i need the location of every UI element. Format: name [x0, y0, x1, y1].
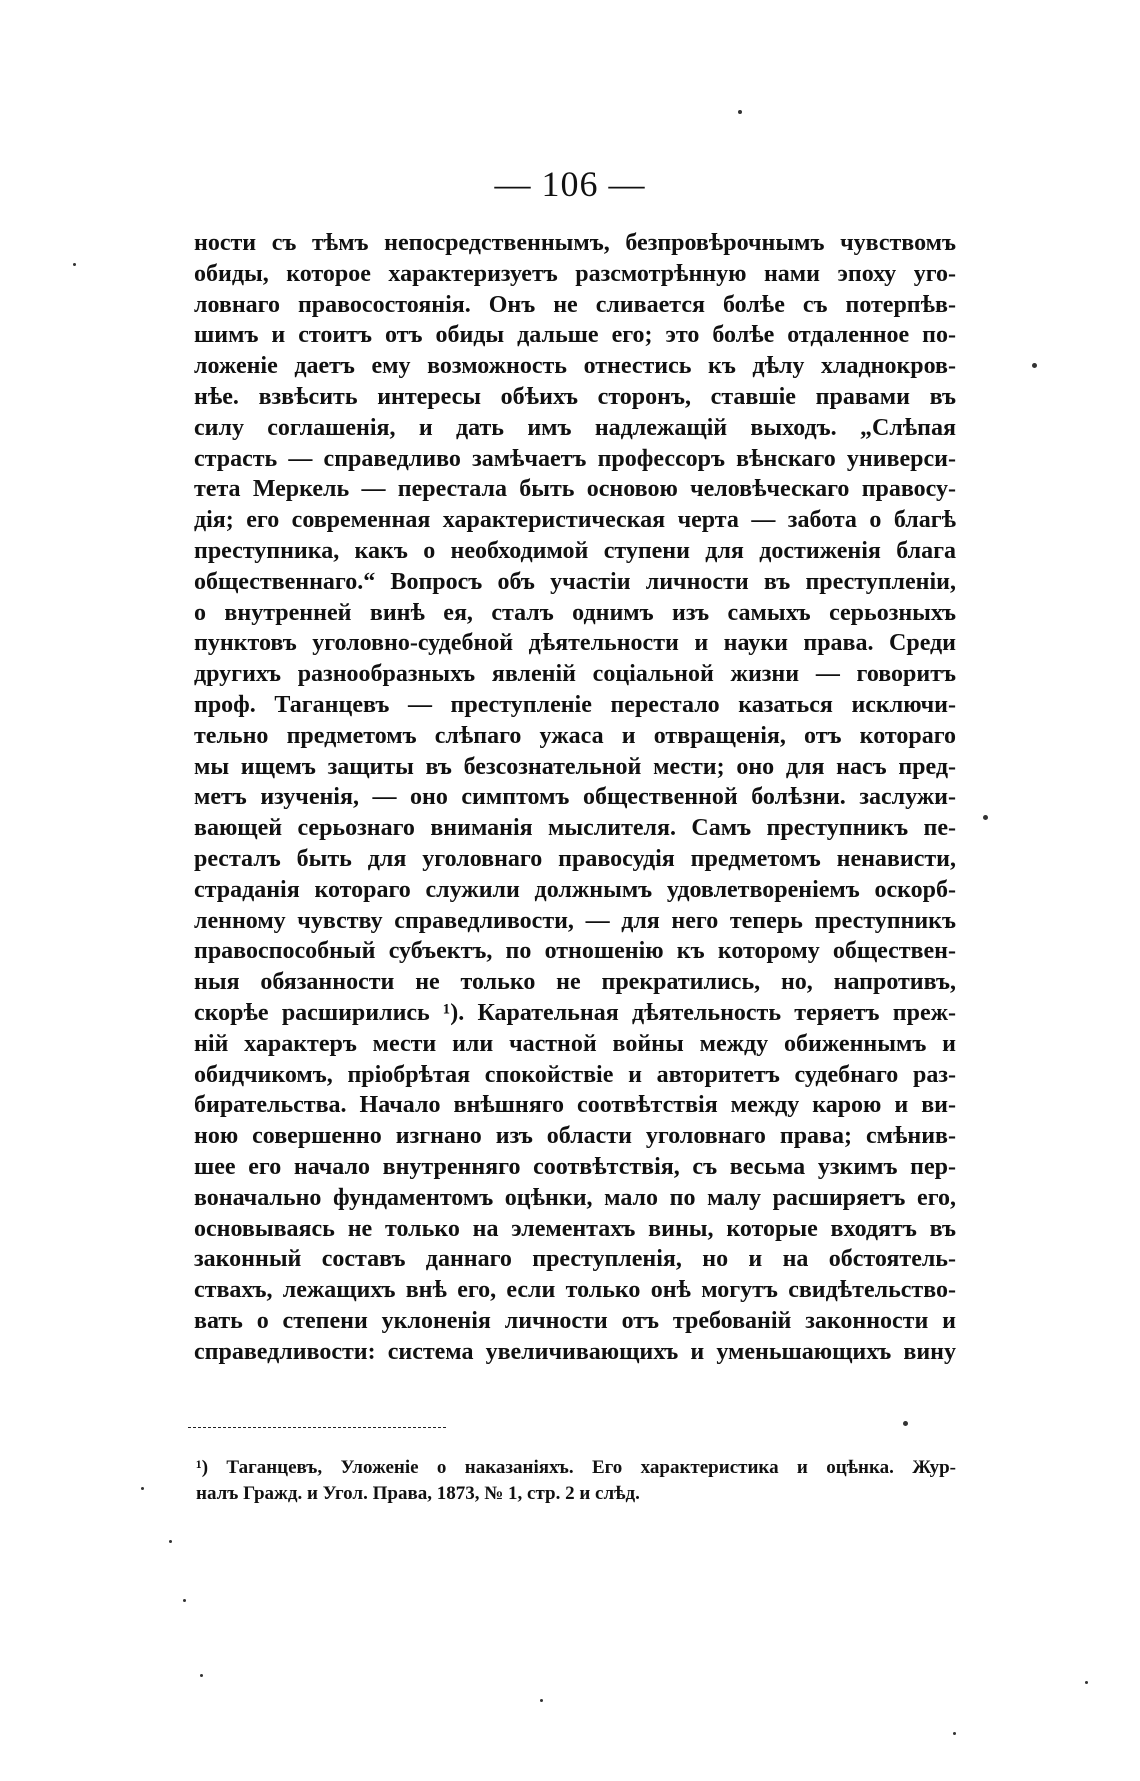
text-line: ленному чувству справедливости, — для него теперь преступникъ — [194, 907, 956, 934]
footnote-line: налъ Гражд. и Угол. Права, 1873, № 1, стр. 2 и слѣд. — [196, 1483, 640, 1504]
text-line: справедливости: система увеличивающихъ и уменьшающихъ вину — [194, 1338, 956, 1365]
text-line: ности съ тѣмъ непосредственнымъ, безпровѣрочнымъ чувствомъ — [194, 230, 956, 256]
footnote-separator — [188, 1427, 446, 1428]
text-line: ною совершенно изгнано изъ области уголовнаго права; смѣнив- — [194, 1123, 956, 1150]
text-line: дія; его современная характеристическая черта — забота о благѣ — [194, 507, 956, 534]
main-text — [194, 228, 956, 1367]
text-line: силу соглашенія, и дать имъ надлежащій выходъ. „Слѣпая — [194, 414, 956, 441]
scan-speck — [953, 1732, 956, 1735]
text-line: ствахъ, лежащихъ внѣ его, если только онѣ могутъ свидѣтельство- — [194, 1277, 956, 1304]
scan-speck — [540, 1699, 543, 1702]
footnote — [196, 1455, 956, 1507]
text-line: вающей серьознаго вниманія мыслителя. Самъ преступникъ пе- — [194, 815, 956, 842]
text-line: вать о степени уклоненія личности отъ требованій законности и — [194, 1307, 956, 1334]
text-line: проф. Таганцевъ — преступленіе перестало казаться исключи- — [194, 691, 956, 718]
scan-speck — [200, 1674, 203, 1677]
scan-speck — [141, 1487, 144, 1490]
scan-speck — [903, 1421, 908, 1426]
text-line: общественнаго.“ Вопросъ объ участіи личности въ преступленіи, — [194, 568, 956, 595]
text-line: страданія котораго служили должнымъ удовлетвореніемъ оскорб- — [194, 876, 956, 903]
text-line: бирательства. Начало внѣшняго соотвѣтствія между карою и ви- — [194, 1092, 956, 1119]
footnote-line: ¹) Таганцевъ, Уложеніе о наказаніяхъ. Его характеристика и оцѣнка. Жур- — [196, 1457, 956, 1478]
text-line: обидчикомъ, пріобрѣтая спокойствіе и авторитетъ судебнаго раз- — [194, 1061, 956, 1088]
scan-speck — [73, 263, 76, 266]
text-line: тета Меркель — перестала быть основою человѣческаго правосу- — [194, 476, 956, 503]
text-line: основываясь не только на элементахъ вины, которые входятъ въ — [194, 1215, 956, 1242]
text-line: метъ изученія, — оно симптомъ общественной болѣзни. заслужи- — [194, 784, 956, 811]
scan-speck — [1032, 363, 1037, 368]
scan-speck — [169, 1540, 172, 1543]
text-line: правоспособный субъектъ, по отношенію къ которому обществен- — [194, 938, 956, 965]
text-line: обиды, которое характеризуетъ разсмотрѣнную нами эпоху уго- — [194, 260, 956, 287]
text-line: преступника, какъ о необходимой ступени для достиженія блага — [194, 537, 956, 564]
text-line: тельно предметомъ слѣпаго ужаса и отвращенія, отъ котораго — [194, 722, 956, 749]
text-line: ложеніе даетъ ему возможность отнестись къ дѣлу хладнокров- — [194, 353, 956, 380]
scan-speck — [1085, 1681, 1088, 1684]
text-line: мы ищемъ защиты въ безсознательной мести; оно для насъ пред- — [194, 753, 956, 780]
text-line: о внутренней винѣ ея, сталъ однимъ изъ самыхъ серьозныхъ — [194, 599, 956, 626]
text-line: другихъ разнообразныхъ явленій соціальной жизни — говоритъ — [194, 661, 956, 688]
page-number: — 106 — — [494, 164, 646, 204]
scan-speck — [738, 110, 742, 114]
text-line: воначально фундаментомъ оцѣнки, мало по малу расширяетъ его, — [194, 1184, 956, 1211]
scan-speck — [983, 815, 988, 820]
text-line: шимъ и стоитъ отъ обиды дальше его; это болѣе отдаленное по- — [194, 322, 956, 349]
text-line: ныя обязанности не только не прекратились, но, напротивъ, — [194, 969, 956, 996]
text-line: шее его начало внутренняго соотвѣтствія, съ весьма узкимъ пер- — [194, 1153, 956, 1180]
text-line: ній характеръ мести или частной войны между обиженнымъ и — [194, 1030, 956, 1057]
scan-speck — [183, 1599, 186, 1602]
text-line: ловнаго правосостоянія. Онъ не сливается болѣе съ потерпѣв- — [194, 291, 956, 318]
text-line: скорѣе расширились ¹). Карательная дѣятельность теряетъ преж- — [194, 999, 956, 1026]
text-line: страсть — справедливо замѣчаетъ профессоръ вѣнскаго универси- — [194, 445, 956, 472]
text-line: пунктовъ уголовно-судебной дѣятельности и науки права. Среди — [194, 630, 956, 657]
text-line: ресталъ быть для уголовнаго правосудія предметомъ ненависти, — [194, 845, 956, 872]
text-line: законный составъ даннаго преступленія, но и на обстоятель- — [194, 1246, 956, 1273]
text-line: нѣе. взвѣсить интересы обѣихъ сторонъ, ставшіе правами въ — [194, 383, 956, 410]
